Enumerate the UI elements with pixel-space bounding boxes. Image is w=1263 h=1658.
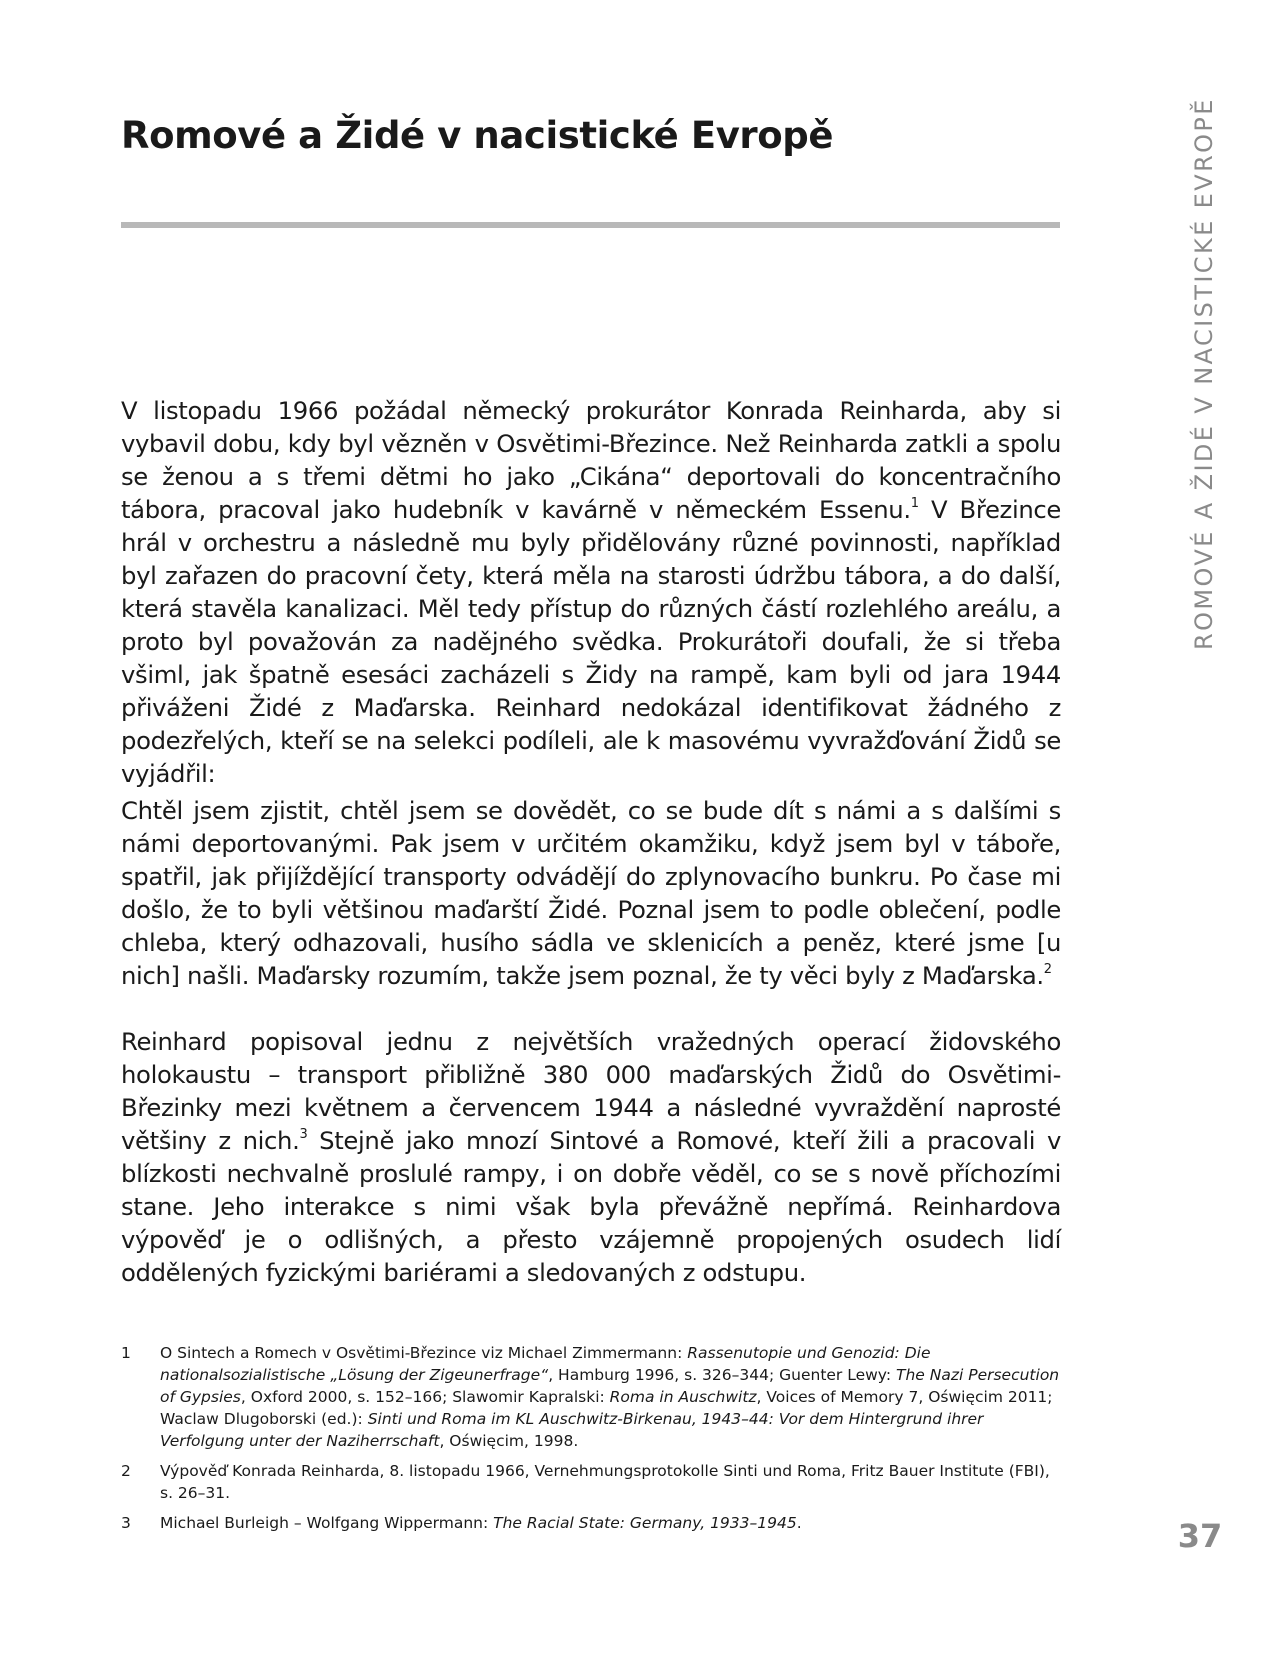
footnote-segment: , Voices of Memory 7, Oświęcim 2011; Waclaw Dlugoborski (ed.): — [160, 1388, 1053, 1428]
footnote-segment: Michael Burleigh – Wolfgang Wippermann: — [160, 1514, 494, 1532]
footnote-segment: Výpověď Konrada Reinharda, 8. listopadu 1966, Vernehmungsprotokolle Sinti und Roma, Fritz Bauer Institute (FBI), s. 26–31. — [160, 1462, 1050, 1502]
footnote-segment: , Oświęcim, 1998. — [439, 1432, 579, 1450]
paragraph-intro-text-2: V Březince hrál v orchestru a následně mu byly přidělovány různé povinnosti, například byl zařazen do pracovní čety, která měla na starosti údržbu tábora, a do další, která stavěla kanalizaci. Měl tedy přístup do různých částí rozlehlého areálu, a proto byl považován za nadějného svědka. Prokurátoři doufali, že si třeba všiml, jak špatně esesáci zacházeli s Židy na rampě, kam byli od jara 1944 přiváženi Židé z Maďarska. Reinhard nedokázal identifikovat žádného z podezřelých, kteří se na selekci podíleli, ale k masovému vyvražďování Židů se vyjádřil: — [121, 495, 1062, 788]
footnote-ref-1[interactable]: 1 — [910, 495, 919, 511]
side-running-head: ROMOVÉ A ŽIDÉ V NACISTICKÉ EVROPĚ — [1190, 97, 1218, 650]
paragraph-intro — [121, 394, 1061, 790]
testimony-quote-text: Chtěl jsem zjistit, chtěl jsem se dovědět, co se bude dít s námi a s dalšími s námi deportovanými. Pak jsem v určitém okamžiku, když jsem byl v táboře, spatřil, jak přijíždějící transporty odvádějí do zplynovacího bunkru. Po čase mi došlo, že to byli většinou maďarští Židé. Poznal jsem to podle oblečení, podle chleba, který odhazovali, husího sádla ve sklenicích a peněz, které jsme [u nich] našli. Maďarsky rozumím, takže jsem poznal, že ty věci byly z Maďarska. — [121, 796, 1061, 990]
footnote-2 — [121, 1460, 1061, 1504]
footnote-title-italic: The Racial State: Germany, 1933–1945 — [493, 1514, 797, 1532]
footnote-ref-2[interactable]: 2 — [1043, 961, 1052, 977]
footnote-segment: . — [796, 1514, 802, 1532]
testimony-quote — [121, 794, 1061, 992]
footnote-text — [160, 1512, 1061, 1534]
page-title: Romové a Židé v nacistické Evropě — [121, 114, 834, 157]
paragraph-analysis-text-1: Reinhard popisoval jednu z největších vražedných operací židovského holokaustu – transport přibližně 380 000 maďarských Židů do Osvětimi-Březinky mezi květnem a červencem 1944 a následné vyvraždění naprosté většiny z nich. — [121, 1027, 1061, 1155]
footnote-segment: , Hamburg 1996, s. 326–344; Guenter Lewy: — [548, 1366, 896, 1384]
footnote-text — [160, 1460, 1061, 1504]
footnote-segment: , Oxford 2000, s. 152–166; Slawomir Kapralski: — [240, 1388, 610, 1406]
footnote-number: 2 — [121, 1462, 131, 1480]
paragraph-intro-text-1: V listopadu 1966 požádal německý prokurátor Konrada Reinharda, aby si vybavil dobu, kdy byl vězněn v Osvětimi-Březince. Než Reinharda zatkli a spolu se ženou a s třemi dětmi ho jako „Cikána“ deportovali do koncentračního tábora, pracoval jako hudebník v kavárně v německém Essenu. — [121, 396, 1061, 524]
paragraph-analysis — [121, 1025, 1061, 1289]
footnote-number: 1 — [121, 1344, 131, 1362]
footnote-1 — [121, 1342, 1061, 1452]
footnote-title-italic: The Nazi Persecution of Gypsies — [160, 1366, 1060, 1406]
paragraph-analysis-text-2: Stejně jako mnozí Sintové a Romové, kteří žili a pracovali v blízkosti nechvalně proslulé rampy, i on dobře věděl, co se s nově příchozími stane. Jeho interakce s nimi však byla převážně nepřímá. Reinhardova výpověď je o odlišných, a přesto vzájemně propojených osudech lidí oddělených fyzickými bariérami a sledovaných z odstupu. — [121, 1126, 1061, 1287]
footnote-3 — [121, 1512, 1061, 1534]
footnote-segment: O Sintech a Romech v Osvětimi-Březince viz Michael Zimmermann: — [160, 1344, 688, 1362]
footnote-ref-3[interactable]: 3 — [299, 1126, 308, 1142]
footnote-title-italic: Roma in Auschwitz — [609, 1388, 757, 1406]
title-divider — [121, 222, 1060, 228]
footnote-title-italic: Sinti und Roma im KL Auschwitz-Birkenau, 1943–44: Vor dem Hintergrund ihrer Verfolgung unter der Naziherrschaft — [160, 1410, 984, 1450]
footnote-title-italic: Rassenutopie und Genozid: Die nationalsozialistische „Lösung der Zigeunerfrage“ — [160, 1344, 931, 1384]
page-number: 37 — [1177, 1517, 1223, 1555]
footnote-text — [160, 1342, 1061, 1452]
footnote-number: 3 — [121, 1514, 131, 1532]
footnotes — [121, 1342, 1061, 1542]
